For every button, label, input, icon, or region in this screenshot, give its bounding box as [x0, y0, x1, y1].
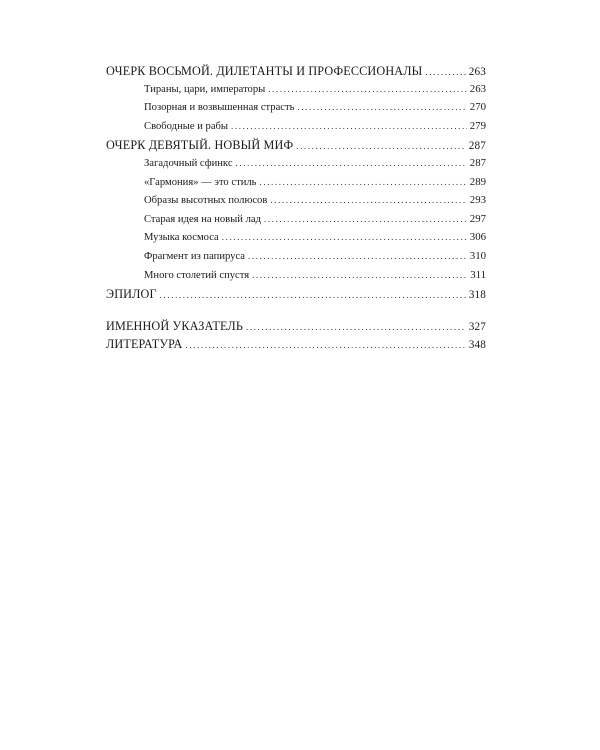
dot-leader — [268, 84, 467, 94]
toc-entry-title: Позорная и возвышенная страсть — [144, 102, 295, 114]
toc-entry-title: ОЧЕРК ДЕВЯТЫЙ. НОВЫЙ МИФ — [106, 138, 294, 153]
toc-entry-bibliography — [106, 337, 486, 356]
toc-entry-page: 327 — [468, 320, 486, 333]
toc-entry-page: 348 — [468, 339, 486, 352]
toc-entry-title: «Гармония» — это стиль — [144, 176, 257, 188]
toc-entry-page: 289 — [469, 175, 486, 188]
toc-entry-chapter-9 — [106, 138, 486, 157]
dot-leader — [296, 141, 465, 151]
toc-entry-title: Образы высотных полюсов — [144, 195, 268, 207]
toc-entry-page: 287 — [468, 140, 486, 153]
toc-entry-page: 293 — [469, 194, 486, 207]
dot-leader — [160, 290, 466, 300]
toc-entry-page: 287 — [469, 156, 486, 169]
toc-entry-page: 263 — [469, 82, 486, 95]
toc-entry-page: 311 — [470, 268, 486, 281]
toc-entry-title: Тираны, цари, императоры — [144, 83, 266, 95]
section-spacer — [106, 306, 486, 319]
toc-entry-page: 306 — [469, 231, 486, 244]
toc-entry-title: Много столетий спустя — [144, 269, 250, 281]
toc-entry-section — [106, 194, 486, 213]
toc-entry-title: Фрагмент из папируса — [144, 250, 245, 262]
toc-entry-page: 297 — [469, 212, 486, 225]
dot-leader — [425, 67, 465, 77]
toc-entry-section — [106, 250, 486, 269]
toc-entry-page: 318 — [468, 289, 486, 302]
dot-leader — [264, 214, 467, 224]
dot-leader — [231, 121, 467, 131]
toc-entry-section — [106, 157, 486, 176]
toc-entry-section — [106, 231, 486, 250]
toc-entry-section — [106, 213, 486, 232]
table-of-contents — [106, 64, 486, 356]
dot-leader — [270, 195, 466, 205]
toc-entry-page: 263 — [468, 66, 486, 78]
toc-entry-chapter-8 — [106, 64, 486, 83]
dot-leader — [222, 232, 467, 242]
toc-entry-page: 270 — [469, 101, 486, 114]
toc-entry-title: Загадочный сфинкс — [144, 157, 233, 169]
toc-entry-title: ЭПИЛОГ — [106, 287, 157, 302]
toc-entry-title: ЛИТЕРАТУРА — [106, 337, 183, 352]
toc-entry-section — [106, 83, 486, 102]
dot-leader — [236, 158, 467, 168]
toc-entry-page: 310 — [469, 249, 486, 262]
toc-entry-title: ИМЕННОЙ УКАЗАТЕЛЬ — [106, 318, 243, 333]
toc-entry-section — [106, 101, 486, 120]
dot-leader — [246, 322, 466, 332]
dot-leader — [260, 177, 467, 187]
dot-leader — [248, 251, 467, 261]
dot-leader — [186, 340, 466, 350]
toc-entry-name-index — [106, 319, 486, 338]
toc-entry-section — [106, 120, 486, 139]
toc-entry-title: Свободные и рабы — [144, 120, 229, 132]
toc-entry-page: 279 — [469, 119, 486, 132]
toc-entry-title: Старая идея на новый лад — [144, 213, 261, 225]
toc-entry-epilogue — [106, 287, 486, 306]
dot-leader — [252, 270, 467, 280]
toc-entry-title: Музыка космоса — [144, 232, 219, 244]
toc-entry-title: ОЧЕРК ВОСЬМОЙ. ДИЛЕТАНТЫ И ПРОФЕССИОНАЛЫ — [106, 64, 423, 78]
toc-entry-section — [106, 269, 486, 288]
toc-entry-section — [106, 176, 486, 195]
dot-leader — [297, 102, 466, 112]
